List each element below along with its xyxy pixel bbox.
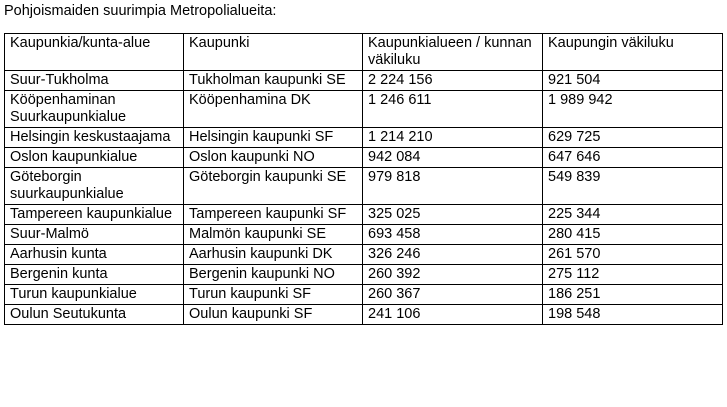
cell-area-population: 1 214 210 [363, 128, 543, 148]
cell-city-population: 280 415 [543, 225, 723, 245]
cell-area: Kööpenhaminan Suurkaupunkialue [5, 91, 184, 128]
table-row [5, 225, 723, 245]
table-caption: Pohjoismaiden suurimpia Metropolialueita: [4, 3, 277, 19]
table-row [5, 305, 723, 325]
table-row [5, 265, 723, 285]
cell-area: Suur-Malmö [5, 225, 184, 245]
cell-city-population: 921 504 [543, 71, 723, 91]
cell-city: Oslon kaupunki NO [184, 148, 363, 168]
cell-area-population: 979 818 [363, 168, 543, 205]
table-row [5, 245, 723, 265]
cell-area-population: 326 246 [363, 245, 543, 265]
cell-area-population: 2 224 156 [363, 71, 543, 91]
metropolitan-areas-table [4, 33, 723, 325]
cell-area-population: 942 084 [363, 148, 543, 168]
table-row [5, 128, 723, 148]
cell-area: Helsingin keskustaajama [5, 128, 184, 148]
cell-area: Oslon kaupunkialue [5, 148, 184, 168]
cell-city-population: 186 251 [543, 285, 723, 305]
column-header-city: Kaupunki [184, 34, 363, 71]
cell-city: Kööpenhamina DK [184, 91, 363, 128]
cell-city-population: 225 344 [543, 205, 723, 225]
cell-area-population: 260 392 [363, 265, 543, 285]
cell-city-population: 629 725 [543, 128, 723, 148]
cell-city-population: 275 112 [543, 265, 723, 285]
cell-city: Aarhusin kaupunki DK [184, 245, 363, 265]
cell-area-population: 1 246 611 [363, 91, 543, 128]
cell-area: Göteborgin suurkaupunkialue [5, 168, 184, 205]
cell-city: Malmön kaupunki SE [184, 225, 363, 245]
cell-area: Tampereen kaupunkialue [5, 205, 184, 225]
cell-city-population: 261 570 [543, 245, 723, 265]
table-row [5, 168, 723, 205]
cell-area: Oulun Seutukunta [5, 305, 184, 325]
column-header-area-population: Kaupunkialueen / kunnan väkiluku [363, 34, 543, 71]
cell-city: Tukholman kaupunki SE [184, 71, 363, 91]
cell-area: Aarhusin kunta [5, 245, 184, 265]
cell-area-population: 241 106 [363, 305, 543, 325]
cell-city: Oulun kaupunki SF [184, 305, 363, 325]
cell-area: Turun kaupunkialue [5, 285, 184, 305]
cell-city: Tampereen kaupunki SF [184, 205, 363, 225]
cell-city-population: 549 839 [543, 168, 723, 205]
cell-city: Göteborgin kaupunki SE [184, 168, 363, 205]
table-row [5, 148, 723, 168]
cell-area-population: 325 025 [363, 205, 543, 225]
column-header-city-population: Kaupungin väkiluku [543, 34, 723, 71]
table-header-row [5, 34, 723, 71]
cell-city: Bergenin kaupunki NO [184, 265, 363, 285]
cell-city-population: 1 989 942 [543, 91, 723, 128]
table-row [5, 71, 723, 91]
cell-city: Turun kaupunki SF [184, 285, 363, 305]
cell-area: Bergenin kunta [5, 265, 184, 285]
table-row [5, 285, 723, 305]
cell-area: Suur-Tukholma [5, 71, 184, 91]
cell-area-population: 260 367 [363, 285, 543, 305]
table-row [5, 205, 723, 225]
cell-city-population: 198 548 [543, 305, 723, 325]
column-header-area: Kaupunkia/kunta-alue [5, 34, 184, 71]
cell-area-population: 693 458 [363, 225, 543, 245]
cell-city-population: 647 646 [543, 148, 723, 168]
cell-city: Helsingin kaupunki SF [184, 128, 363, 148]
table-row [5, 91, 723, 128]
